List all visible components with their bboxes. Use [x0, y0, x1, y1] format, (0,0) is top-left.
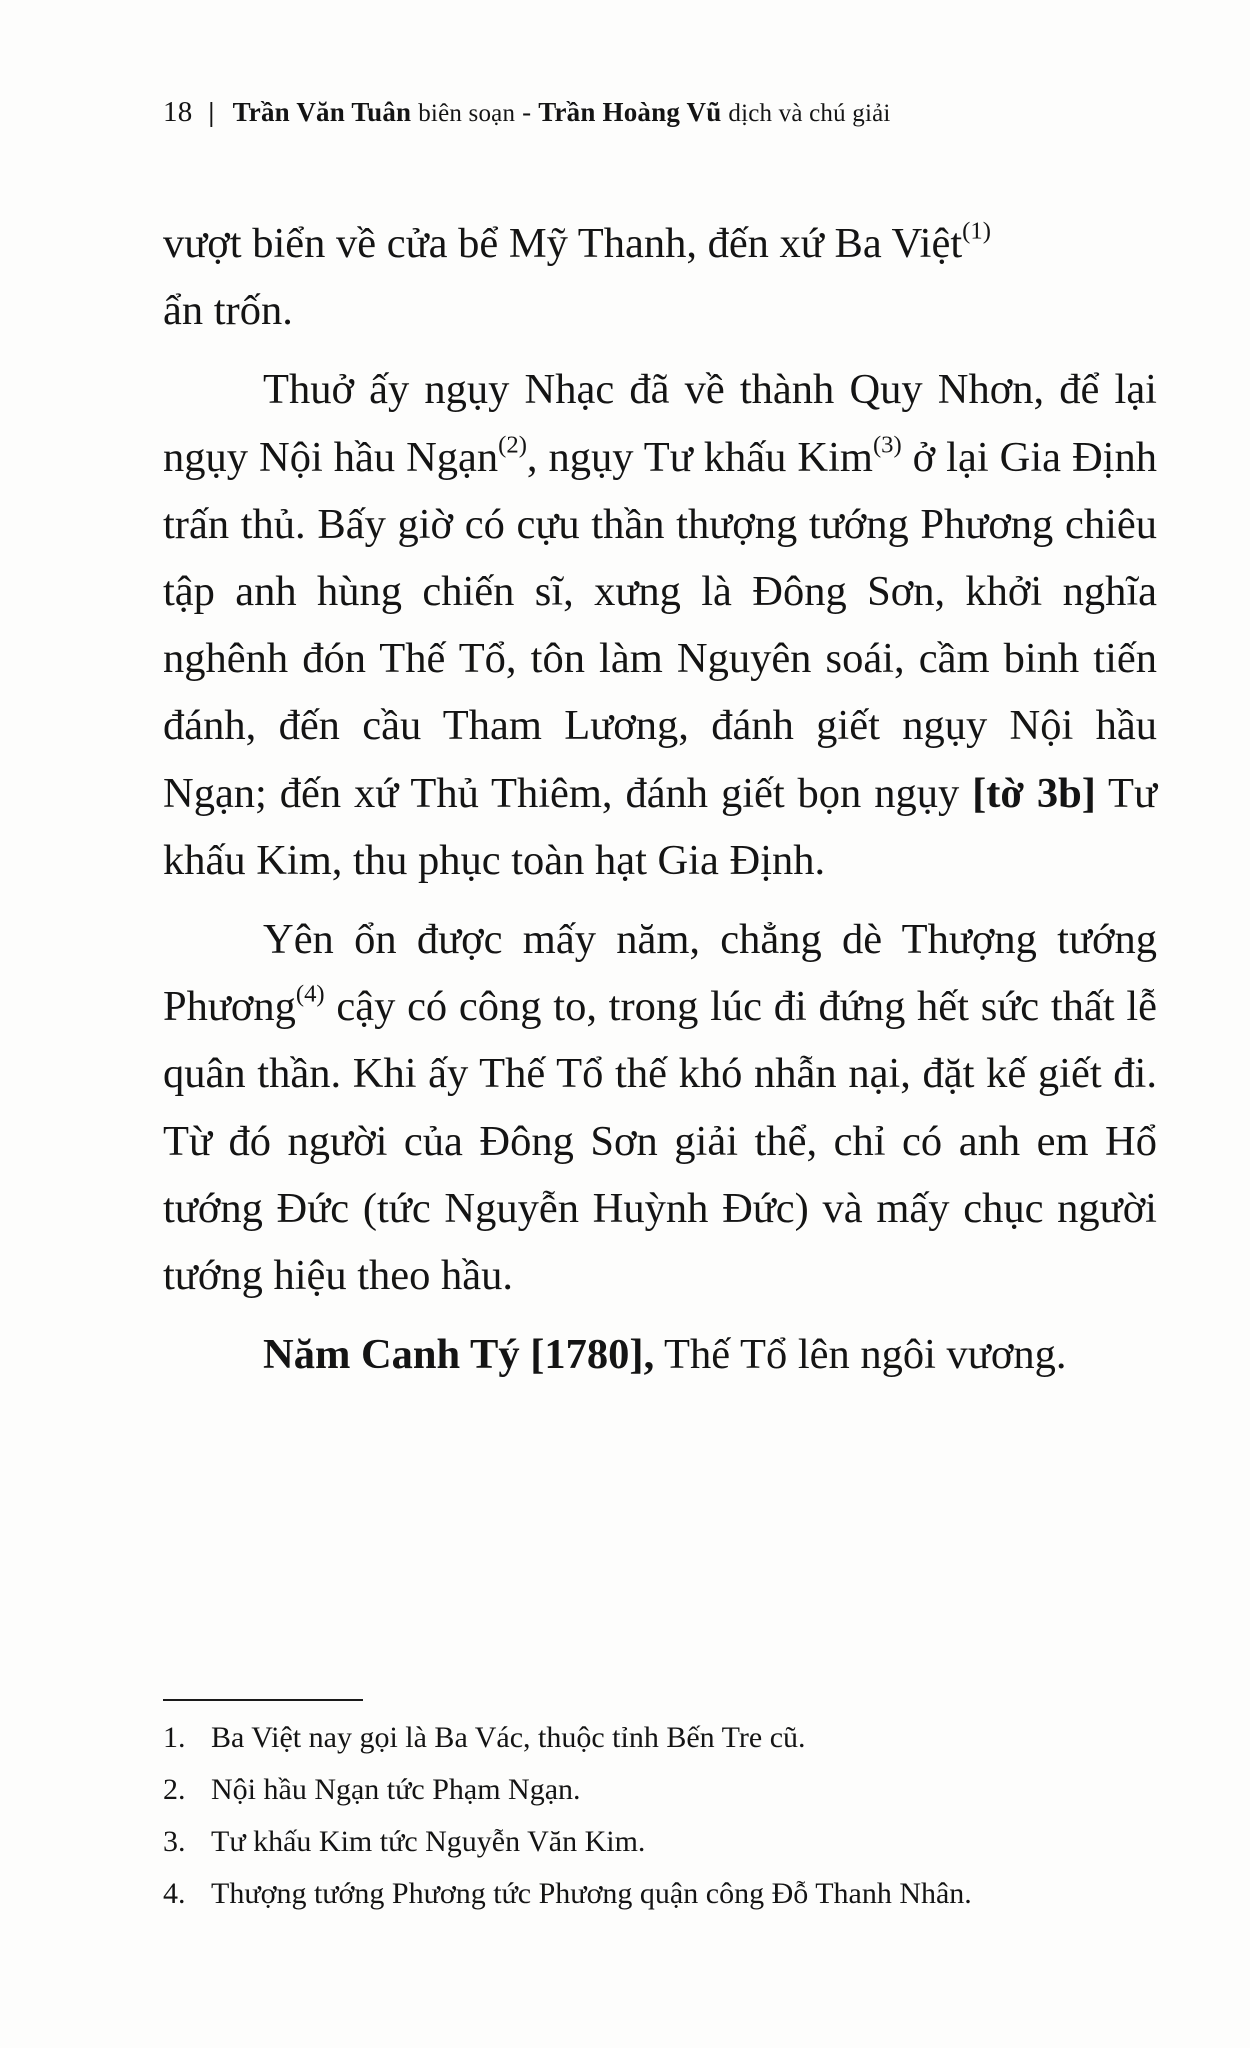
paragraph-text: Thuở ấy ngụy Nhạc đã về thành Quy Nhơn, để lại ngụy Nội hầu Ngạn: [163, 366, 1157, 481]
paragraph-4: [163, 1321, 1157, 1388]
page-number: 18: [163, 96, 193, 128]
paragraph-text: Tư khấu Kim, thu phục toàn hạt Gia Định.: [163, 769, 1157, 884]
footnote-2: [163, 1764, 1163, 1816]
footnote-number: 4.: [163, 1877, 186, 1910]
header-role-2: dịch và chú giải: [728, 100, 891, 127]
footnote-text: Thượng tướng Phương tức Phương quận công Đỗ Thanh Nhân.: [211, 1877, 972, 1910]
header-author-2: Trần Hoàng Vũ: [538, 97, 722, 127]
footnote-ref-4[interactable]: (4): [295, 980, 325, 1008]
footnote-3: [163, 1816, 1163, 1868]
header-role-1: biên soạn: [418, 100, 516, 127]
footnote-number: 1.: [163, 1721, 186, 1754]
footnote-number: 3.: [163, 1825, 186, 1858]
folio-reference: [tờ 3b]: [972, 769, 1096, 817]
paragraph-2: [163, 356, 1157, 894]
year-heading: Năm Canh Tý [1780],: [263, 1331, 655, 1379]
footnote-ref-3[interactable]: (3): [872, 431, 902, 459]
footnote-text: Nội hầu Ngạn tức Phạm Ngạn.: [211, 1773, 581, 1806]
paragraph-text: , ngụy Tư khấu Kim: [526, 433, 873, 481]
footnotes: [163, 1712, 1163, 1920]
body-text: [163, 210, 1157, 1388]
footnote-text: Tư khấu Kim tức Nguyễn Văn Kim.: [211, 1825, 646, 1858]
footnote-divider: [163, 1699, 363, 1701]
paragraph-text: Thế Tổ lên ngôi vương.: [654, 1331, 1067, 1379]
footnote-1: [163, 1712, 1163, 1764]
footnote-ref-2[interactable]: (2): [498, 431, 527, 459]
footnote-4: [163, 1868, 1163, 1920]
paragraph-text: vượt biển về cửa bể Mỹ Thanh, đến xứ Ba Việt: [163, 220, 963, 267]
footnote-text: Ba Việt nay gọi là Ba Vác, thuộc tỉnh Bến Tre cũ.: [211, 1721, 806, 1754]
running-header: [163, 96, 1063, 136]
paragraph-text: Yên ổn được mấy năm, chẳng dè Thượng tướng Phương: [163, 916, 1157, 1031]
paragraph-text: ở lại Gia Định trấn thủ. Bấy giờ có cựu thần thượng tướng Phương chiêu tập anh hùng chiến sĩ, xưng là Đông Sơn, khởi nghĩa nghênh đón Thế Tổ, tôn làm Nguyên soái, cầm binh tiến đánh, đến cầu Tham Lương, đánh giết ngụy Nội hầu Ngạn; đến xứ Thủ Thiêm, đánh giết bọn ngụy: [163, 433, 1157, 817]
paragraph-text: cậy có công to, trong lúc đi đứng hết sức thất lễ quân thần. Khi ấy Thế Tổ thế khó nhẫn nại, đặt kế giết đi. Từ đó người của Đông Sơn giải thể, chỉ có anh em Hổ tướng Đức (tức Nguyễn Huỳnh Đức) và mấy chục người tướng hiệu theo hầu.: [163, 983, 1157, 1300]
paragraph-1: [163, 210, 1157, 344]
header-separator: |: [208, 97, 215, 127]
footnote-number: 2.: [163, 1773, 186, 1806]
paragraph-3: [163, 906, 1157, 1309]
paragraph-text: ẩn trốn.: [163, 287, 293, 335]
header-dash: -: [522, 97, 532, 127]
footnote-ref-1[interactable]: (1): [962, 217, 991, 245]
header-author-1: Trần Văn Tuân: [232, 97, 412, 127]
